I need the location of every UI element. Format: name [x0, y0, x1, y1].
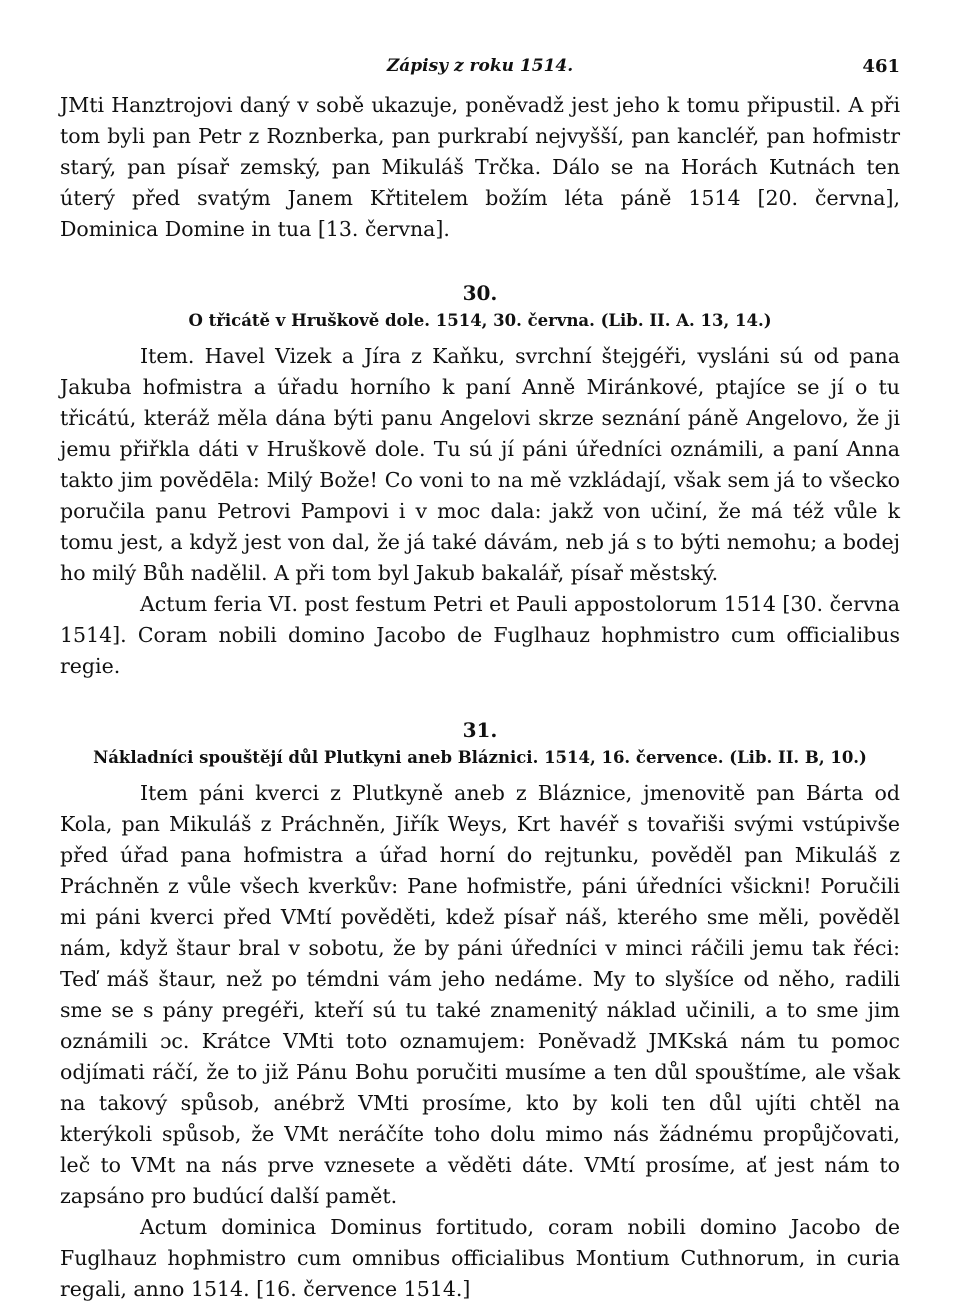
page-number: 461 — [862, 56, 900, 77]
running-head — [60, 50, 900, 90]
document-page — [60, 50, 900, 1305]
section-number: 30. — [462, 281, 498, 305]
section-title: Nákladníci spouštějí důl Plutkyni aneb Bláznici. 1514, 16. července. (Lib. II. B, 10.) — [93, 748, 867, 767]
section-actum: Actum dominica Dominus fortitudo, coram nobili domino Jacobo de Fuglhauz hophmistro cum omnibus officialibus Montium Cuthnorum, in curia regali, anno 1514. [16. července 1514.] — [60, 1215, 900, 1301]
section-30 — [60, 279, 900, 682]
section-actum: Actum feria VI. post festum Petri et Pauli appostolorum 1514 [30. června 1514]. Coram nobili domino Jacobo de Fuglhauz hophmistro cum officialibus regie. — [60, 592, 900, 678]
section-body: Item páni kverci z Plutkyně aneb z Bláznice, jmenovitě pan Bárta od Kola, pan Mikuláš z Práchněn, Jiřík Weys, Krt havéř s tovařiši svými vstúpivše před úřad pana hofmistra a úřad horní do rejtunku, pověděl pan Mikuláš z Práchněn z vůle všech kverkův: Pane hofmistře, páni úředníci všickni! Poručili mi páni kverci před VMtí pověděti, kdež písař náš, kterého sme měli, pověděl nám, když štaur bral v sobotu, že by páni úředníci v minci ráčili jemu tak řéci: Teď máš štaur, než po témdni vám jeho nedáme. My to slyšíce od něho, radili sme se s pány pregéři, kteří sú tu také znamenitý náklad učinili, a to sme jim oznámili ɔc. Krátce VMti toto oznamujem: Poněvadž JMKská nám tu pomoc odjímati ráčí, že to již Pánu Bohu poručiti musíme a ten důl spouštíme, ale však na takový spůsob, anébrž VMti prosíme, kto by koli ten důl ujíti chtěl na kterýkoli spůsob, že VMt neráčíte toho dolu mimo nás žádnému propůjčovati, leč to VMt na nás prve vznesete a věděti dáte. VMtí prosíme, ať jest nám to zapsáno pro budúcí další pamět. — [60, 781, 900, 1208]
section-31 — [60, 716, 900, 1305]
section-number: 31. — [462, 718, 498, 742]
running-title: Zápisy z roku 1514. — [386, 56, 574, 76]
section-body: Item. Havel Vizek a Jíra z Kaňku, svrchní štejgéři, vysláni sú od pana Jakuba hofmistra a úřadu horního k paní Anně Miránkové, ptajíce se jí o tu třicátú, kteráž měla dána býti panu Angelovi skrze seznání páně Angelovo, že ji jemu přiřkla dáti v Hruškově dole. Tu sú jí páni úředníci oznámili, a paní Anna takto jim povědēla: Milý Bože! Co voni to na mě vzkládají, však sem já to všecko poručila panu Petrovi Pampovi i v moc dala: jakž von učiní, že má též vůle k tomu jest, a když jest von dal, že já také dávám, neb já s to býti nemohu; a bodej ho milý Bůh nadělil. A při tom byl Jakub bakalář, písař městský. — [60, 344, 900, 585]
opening-paragraph: JMti Hanztrojovi daný v sobě ukazuje, poněvadž jest jeho k tomu připustil. A při tom byli pan Petr z Roznberka, pan purkrabí nejvyšší, pan kancléř, pan hofmistr starý, pan písař zemský, pan Mikuláš Trčka. Dálo se na Horách Kutnách ten úterý před svatým Janem Křtitelem božím léta páně 1514 [20. června], Dominica Domine in tua [13. června]. — [60, 93, 900, 241]
section-title: O třicátě v Hruškově dole. 1514, 30. června. (Lib. II. A. 13, 14.) — [188, 311, 772, 330]
